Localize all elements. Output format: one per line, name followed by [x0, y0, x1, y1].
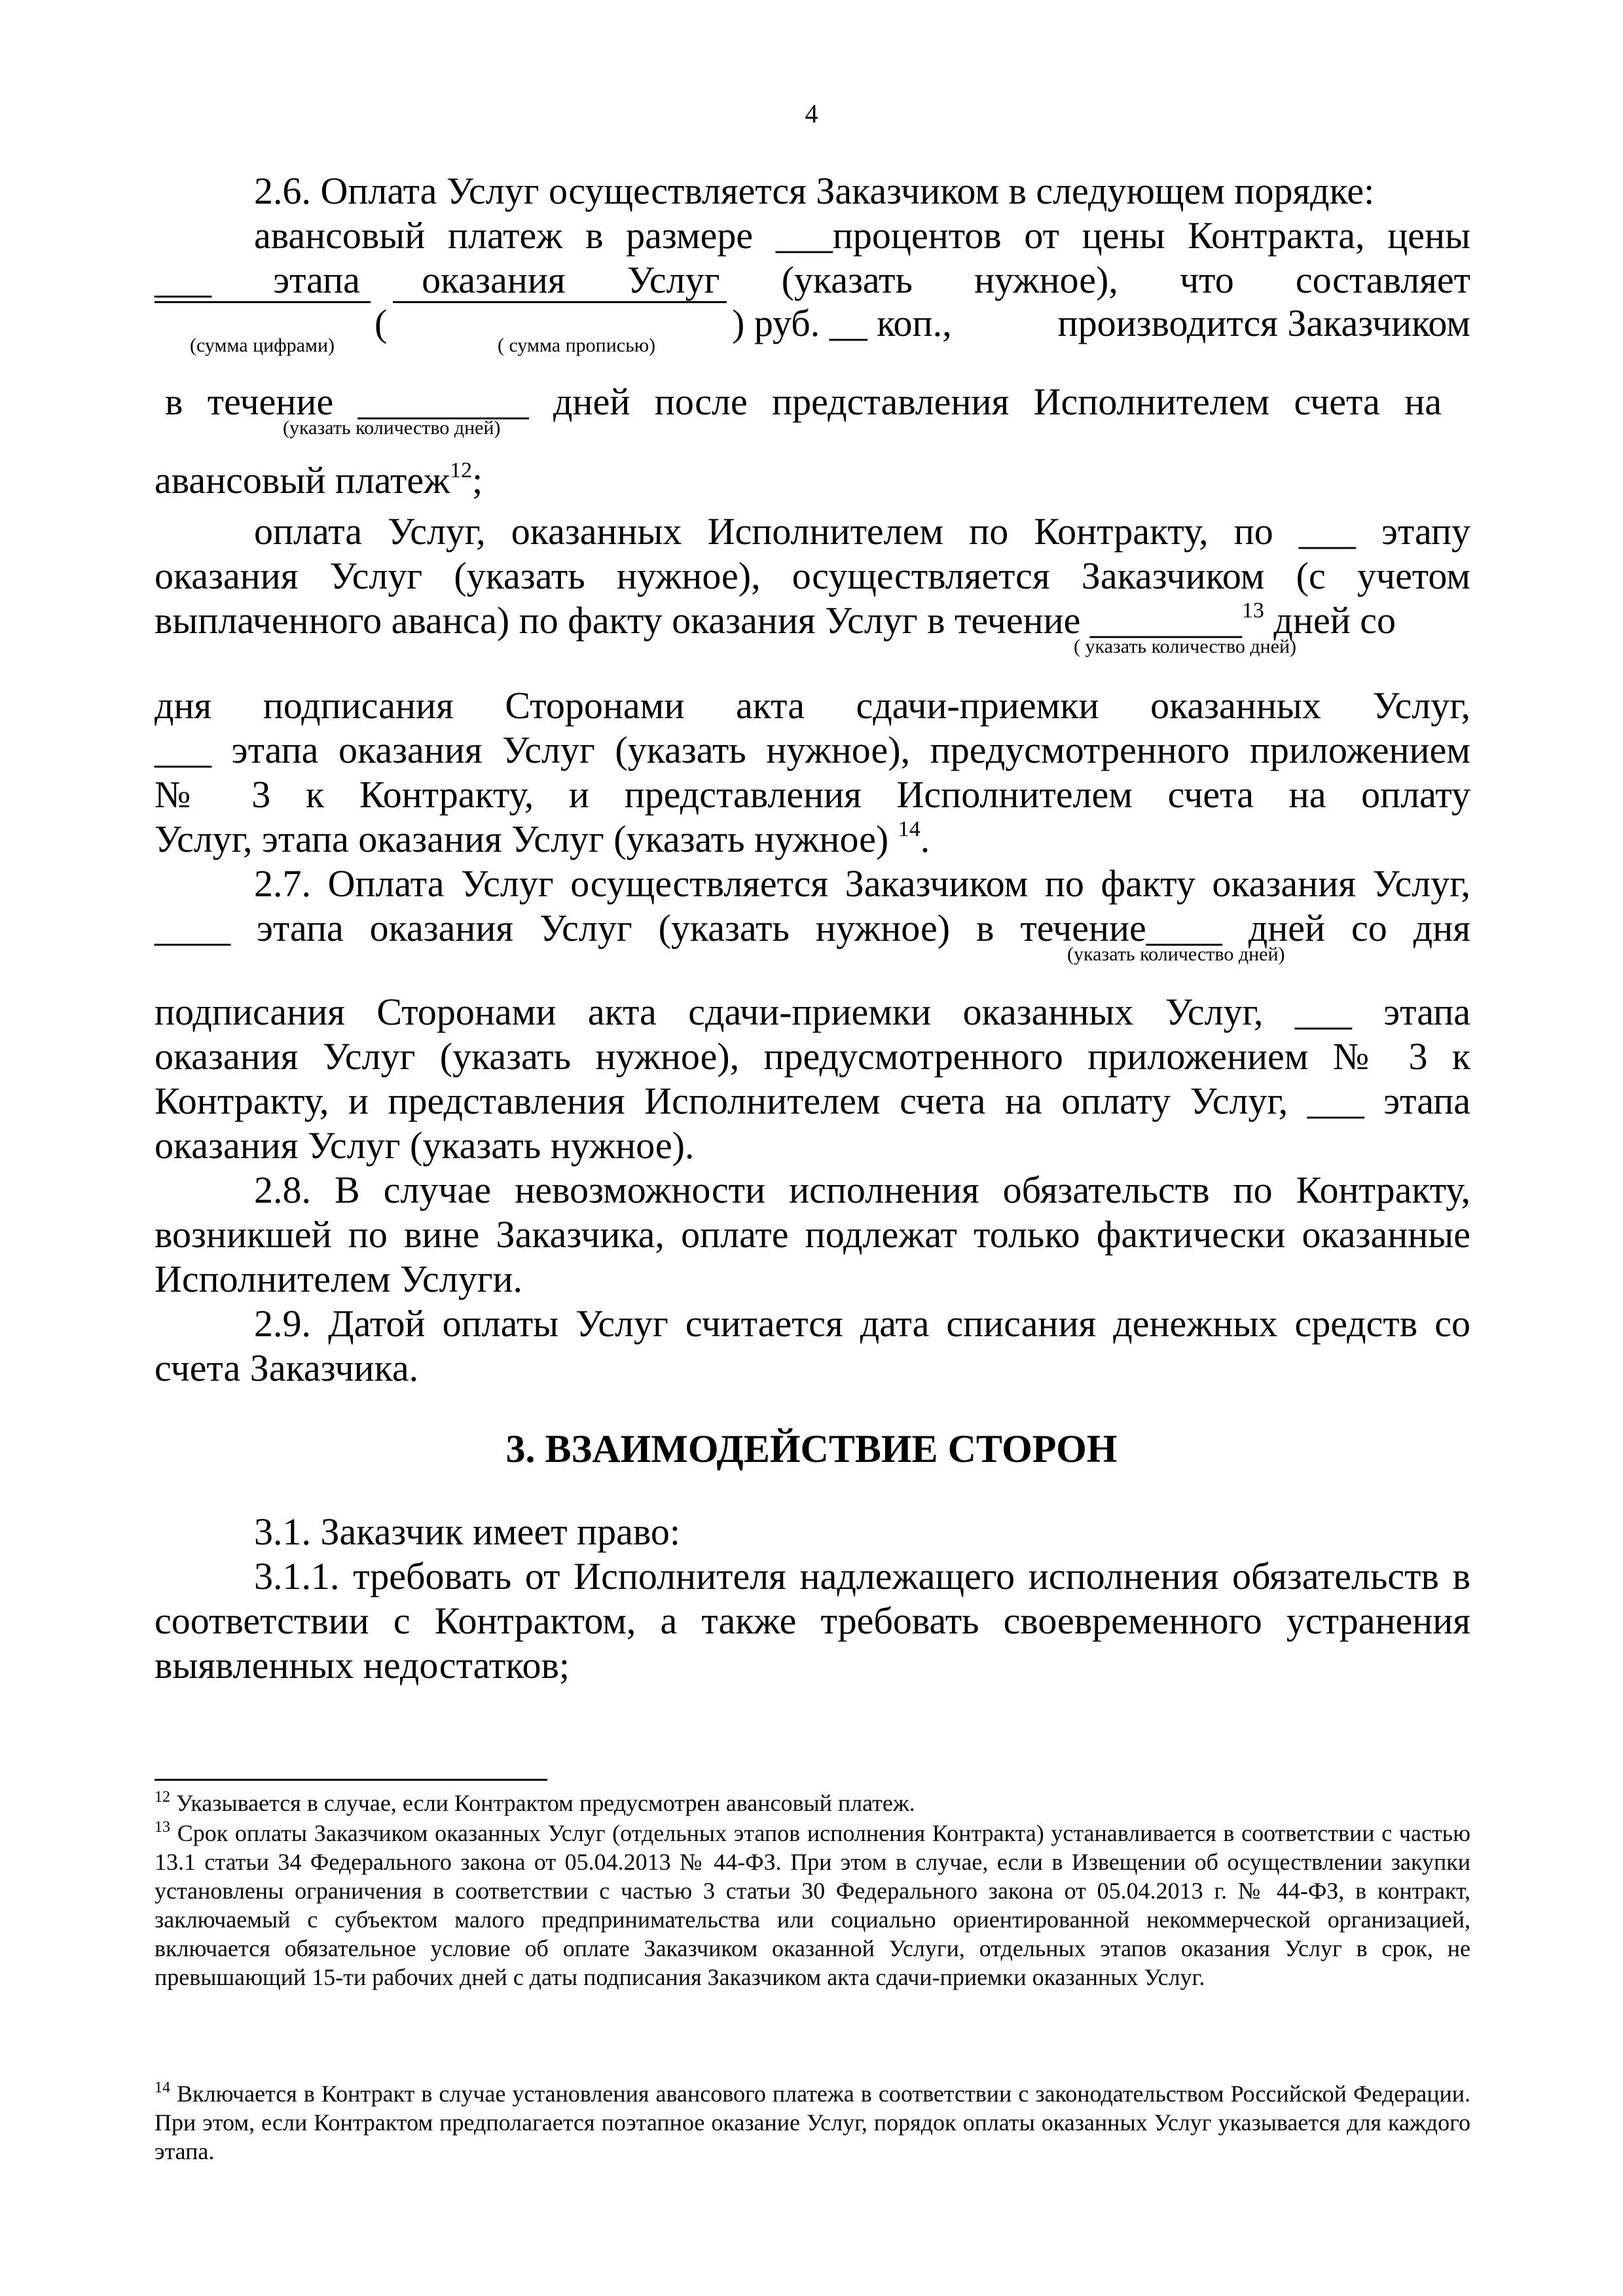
clause-2-7-line-2: ____ этапа оказания Услуг (указать нужное) в течение____ дней со дня: [155, 907, 1470, 949]
hint-days-1: (указать количество дней): [283, 417, 501, 439]
footnote-ref-12: 12: [450, 458, 473, 483]
sum-words-blank: [393, 301, 727, 303]
clause-2-6-line-11: ___ этапа оказания Услуг (указать нужное), предусмотренного приложением: [155, 729, 1470, 771]
clause-2-6-line-13: Услуг, этапа оказания Услуг (указать нужное) $^{14}$.: [155, 817, 930, 860]
clause-2-6-line-7: оплата Услуг, оказанных Исполнителем по Контракту, по ___ этапу: [254, 510, 1470, 553]
clause-2-6-line-12: № 3 к Контракту, и представления Исполнителем счета на оплату: [155, 773, 1470, 816]
clause-2-6-line-4-open: (: [374, 302, 388, 344]
clause-2-6-line-1: 2.6. Оплата Услуг осуществляется Заказчиком в следующем порядке:: [254, 170, 1375, 212]
clause-2-7-line-6: оказания Услуг (указать нужное).: [155, 1124, 695, 1167]
footnote-12-text: Указывается в случае, если Контрактом предусмотрен авансовый платеж.: [176, 1790, 915, 1816]
clause-2-6-line-2: авансовый платеж в размере ___процентов от цены Контракта, цены: [254, 214, 1470, 257]
clause-2-9-line-2: счета Заказчика.: [155, 1347, 419, 1389]
clause-2-8-line-3: Исполнителем Услуги.: [155, 1258, 523, 1300]
footnote-14: [155, 2079, 1470, 2166]
clause-2-6-line-5: в течение _________ дней после представления Исполнителем счета на: [165, 380, 1442, 423]
clause-3-1-line-3: соответствии с Контрактом, а также требовать своевременного устранения: [155, 1599, 1470, 1642]
clause-2-7-line-1: 2.7. Оплата Услуг осуществляется Заказчиком по факту оказания Услуг,: [254, 862, 1470, 905]
hint-days-2: ( указать количество дней): [1074, 636, 1297, 657]
hint-sum-digits: (сумма цифрами): [190, 335, 335, 356]
footnote-13-number: 13: [155, 1819, 170, 1836]
clause-3-1-line-1: 3.1. Заказчик имеет право:: [254, 1510, 680, 1553]
footnote-ref-14: 14: [898, 817, 921, 841]
clause-3-1-line-2: 3.1.1. требовать от Исполнителя надлежащего исполнения обязательств в: [254, 1555, 1470, 1597]
footnote-13-text: Срок оплаты Заказчиком оказанных Услуг (отдельных этапов исполнения Контракта) устанавливается в соответствии с частью 13.1 статьи 34 Федерального закона от 05.04.2013 № 44-ФЗ. При этом в случае, если в Извещении об осуществлении закупки установлены ограничения в соответствии с частью 3 статьи 30 Федерального закона от 05.04.2013 г. № 44-ФЗ, в контракт, заключаемый с субъектом малого предпринимательства или социально ориентированной некоммерческой организацией, включается обязательное условие об оплате Заказчиком оказанной Услуги, отдельных этапов оказания Услуг в срок, не превышающий 15-ти рабочих дней с даты подписания Заказчиком акта сдачи-приемки оказанных Услуг.: [155, 1820, 1470, 1990]
footnote-12: [155, 1789, 1470, 1817]
section-3-heading: 3. ВЗАИМОДЕЙСТВИЕ СТОРОН: [505, 1427, 1118, 1470]
clause-2-6-line-8: оказания Услуг (указать нужное), осуществляется Заказчиком (с учетом: [155, 555, 1470, 597]
clause-3-1-line-4: выявленных недостатков;: [155, 1644, 570, 1686]
clause-2-6-line-10: дня подписания Сторонами акта сдачи-приемки оказанных Услуг,: [155, 684, 1470, 727]
clause-2-7-line-3: подписания Сторонами акта сдачи-приемки оказанных Услуг, ___ этапа: [155, 991, 1470, 1033]
clause-2-6-line-4-rub: ) руб. __ коп.,: [732, 302, 952, 344]
sum-digits-blank: [155, 301, 371, 303]
footnote-ref-13: 13: [1241, 598, 1264, 623]
footnote-13: [155, 1819, 1470, 1992]
hint-sum-words: ( сумма прописью): [498, 335, 656, 356]
clause-2-8-line-1: 2.8. В случае невозможности исполнения обязательств по Контракту,: [254, 1169, 1470, 1211]
footnote-12-number: 12: [155, 1789, 170, 1806]
clause-2-6-line-6: авансовый платеж$^{12}$;: [155, 458, 483, 501]
clause-2-7-line-5: Контракту, и представления Исполнителем счета на оплату Услуг, ___ этапа: [155, 1080, 1470, 1122]
clause-2-6-line-9: выплаченного аванса) по факту оказания Услуг в течение ________$^{13}$ дней со: [155, 598, 1396, 642]
page-number: 4: [805, 99, 818, 128]
clause-2-8-line-2: возникшей по вине Заказчика, оплате подлежат только фактически оказанные: [155, 1213, 1470, 1256]
footnote-separator: [155, 1779, 547, 1781]
footnote-14-number: 14: [155, 2079, 170, 2096]
clause-2-6-line-3: ___ этапа оказания Услуг (указать нужное), что составляет: [155, 259, 1470, 301]
clause-2-7-line-4: оказания Услуг (указать нужное), предусмотренного приложением № 3 к: [155, 1035, 1470, 1078]
footnote-14-text: Включается в Контракт в случае установления авансового платежа в соответствии с законодательством Российской Федерации. При этом, если Контрактом предполагается поэтапное оказание Услуг, порядок оплаты оказанных Услуг указывается для каждого этапа.: [155, 2081, 1470, 2164]
clause-2-9-line-1: 2.9. Датой оплаты Услуг считается дата списания денежных средств со: [254, 1302, 1470, 1345]
hint-days-3: (указать количество дней): [1067, 943, 1285, 965]
clause-2-6-line-4-tail: производится Заказчиком: [1057, 302, 1470, 344]
